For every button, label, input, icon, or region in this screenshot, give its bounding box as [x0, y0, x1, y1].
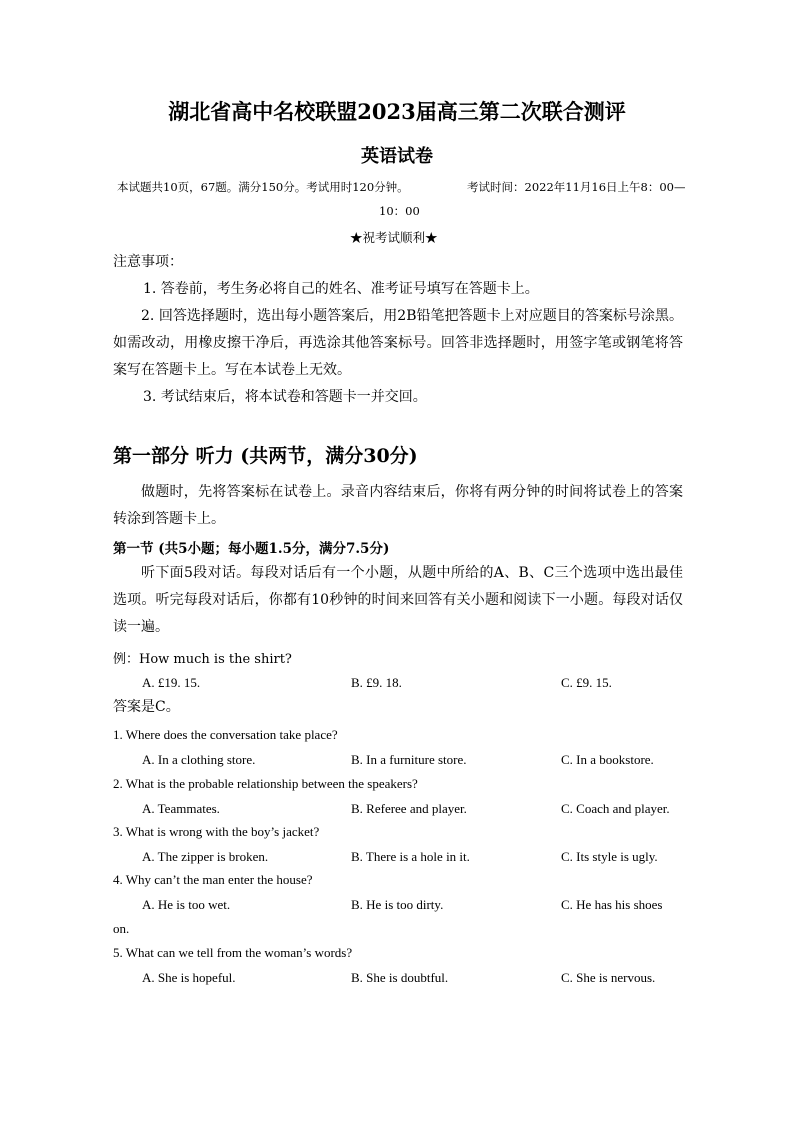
question-2: 2. What is the probable relationship between the speakers? — [113, 776, 418, 791]
example-option-c: C. £9. 15. — [561, 675, 612, 690]
question-4: 4. Why can’t the man enter the house? — [113, 872, 313, 887]
exam-title: 湖北省高中名校联盟2023届高三第二次联合测评 — [168, 99, 626, 124]
section-one-heading: 第一节 (共5小题；每小题1.5分，满分7.5分) — [113, 541, 390, 557]
question-4-option-c-continued: on. — [113, 921, 130, 936]
note-item-3: 3. 考试结束后，将本试卷和答题卡一并交回。 — [143, 389, 427, 405]
question-3: 3. What is wrong with the boy’s jacket? — [113, 824, 320, 839]
example-option-a: A. £19. 15. — [142, 675, 201, 690]
part-one-intro: 做题时，先将答案标在试卷上。录音内容结束后，你将有两分钟的时间将试卷上的答案转涂到答题卡上。 — [113, 484, 683, 527]
question-1-option-b: B. In a furniture store. — [351, 752, 467, 767]
question-3-option-a: A. The zipper is broken. — [142, 849, 269, 864]
question-5: 5. What can we tell from the woman’s words? — [113, 945, 353, 960]
question-3-option-c: C. Its style is ugly. — [561, 849, 658, 864]
question-1: 1. Where does the conversation take place? — [113, 727, 338, 742]
exam-time: 考试时间：2022年11月16日上午8：00— — [467, 180, 686, 194]
question-5-option-c: C. She is nervous. — [561, 970, 656, 985]
question-3-option-b: B. There is a hole in it. — [351, 849, 470, 864]
question-1-option-a: A. In a clothing store. — [142, 752, 256, 767]
question-4-option-c: C. He has his shoes — [561, 897, 663, 912]
exam-time-end: 10：00 — [379, 204, 420, 218]
part-one-heading: 第一部分 听力 (共两节，满分30分) — [113, 445, 418, 467]
question-2-option-b: B. Referee and player. — [351, 801, 467, 816]
exam-subtitle: 英语试卷 — [361, 146, 433, 167]
exam-info-left: 本试题共10页，67题。满分150分。考试用时120分钟。 — [117, 180, 409, 194]
good-luck-line: ★祝考试顺利★ — [350, 230, 438, 245]
question-5-option-b: B. She is doubtful. — [351, 970, 449, 985]
question-1-option-c: C. In a bookstore. — [561, 752, 654, 767]
note-item-1: 1. 答卷前，考生务必将自己的姓名、准考证号填写在答题卡上。 — [143, 281, 539, 297]
question-2-option-c: C. Coach and player. — [561, 801, 670, 816]
example-answer: 答案是C。 — [113, 699, 180, 715]
note-item-2: 2. 回答选择题时，选出每小题答案后，用2B铅笔把答题卡上对应题目的答案标号涂黑。如需改动，用橡皮擦干净后，再选涂其他答案标号。回答非选择题时，用签字笔或钢笔将答案写在答题卡上。写在本试卷上无效。 — [113, 308, 683, 378]
question-2-option-a: A. Teammates. — [142, 801, 220, 816]
example-option-b: B. £9. 18. — [351, 675, 402, 690]
example-question: 例：How much is the shirt? — [113, 652, 292, 667]
section-one-intro: 听下面5段对话。每段对话后有一个小题，从题中所给的A、B、C三个选项中选出最佳选项。听完每段对话后，你都有10秒钟的时间来回答有关小题和阅读下一小题。每段对话仅读一遍。 — [113, 565, 683, 635]
question-4-option-a: A. He is too wet. — [142, 897, 231, 912]
question-5-option-a: A. She is hopeful. — [142, 970, 236, 985]
question-4-option-b: B. He is too dirty. — [351, 897, 444, 912]
notes-heading: 注意事项： — [113, 254, 183, 270]
